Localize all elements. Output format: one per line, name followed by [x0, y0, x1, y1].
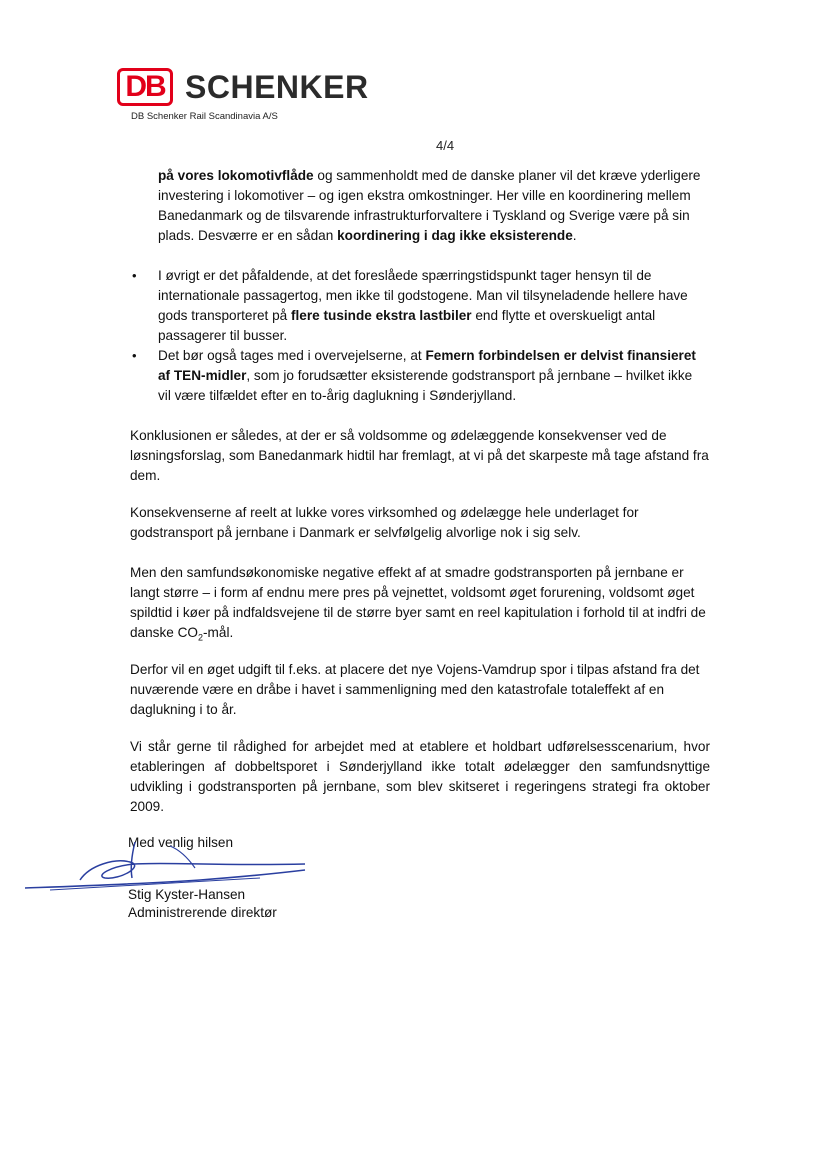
bullet-item [132, 346, 703, 406]
bold-text: flere tusinde ekstra lastbiler [291, 308, 472, 323]
conclusion-paragraph: Konklusionen er således, at der er så voldsomme og ødelæggende konsekvenser ved de løsningsforslag, som Banedanmark hidtil har fremlagt, at vi på det skarpeste må tage afstand fra dem. [130, 428, 709, 483]
signatory-name: Stig Kyster-Hansen [128, 887, 246, 902]
body-text: og sammenholdt med de danske planer vil det kræve yderligere investering i lokomotiver – og igen ekstra omkostninger. Her ville en koordinering mellem Banedanmark og de tilsvarende infrastrukturforvaltere i Tyskland og Sverige være på sin plads. Desværre er en sådan [158, 168, 701, 243]
bold-text: på vores lokomotivflåde [158, 168, 314, 183]
socioeconomic-paragraph [130, 563, 710, 648]
subscript-text: 2 [198, 632, 204, 643]
body-text: Det bør også tages med i overvejelserne, at [158, 348, 426, 363]
brand-name: SCHENKER [185, 68, 369, 105]
consequences-paragraph: Konsekvenserne af reelt at lukke vores virksomhed og ødelægge hele underlaget for godstransport på jernbane i Danmark er selvfølgelig alvorlige nok i sig selv. [130, 505, 639, 540]
body-text: Men den samfundsøkonomiske negative effekt af at smadre godstransporten på jernbane er langt større – i form af endnu mere pres på vejnettet, voldsomt øget forurening, voldsomt øget spildtid i køer på indfaldsvejene til de større byer samt en reel kapitulation i forhold til at indfri de danske CO [130, 565, 706, 640]
continuation-paragraph [158, 166, 710, 246]
subsidiary-name: DB Schenker Rail Scandinavia A/S [131, 111, 278, 122]
body-text: I øvrigt er det påfaldende, at det foreslåede spærringstidspunkt tager hensyn til de internationale passagertog, men ikke til godstogene. Man vil tilsyneladende hellere have gods transporteret på [158, 268, 688, 323]
company-logo [117, 67, 369, 107]
availability-paragraph: Vi står gerne til rådighed for arbejdet med at etablere et holdbart udførelsesscenarium, hvor etableringen af dobbeltsporet i Sønderjylland ikke totalt ødelægger den samfundsnyttige udvikling i godstransporten på jernbane, som blev skitseret i regeringens strategi fra oktober 2009. [130, 739, 710, 814]
cost-paragraph: Derfor vil en øget udgift til f.eks. at placere det nye Vojens-Vamdrup spor i tilpas afstand fra det nuværende være en dråbe i havet i sammenligning med den katastrofale totaleffekt af en daglukning i to år. [130, 662, 700, 717]
body-text: -mål. [203, 625, 234, 640]
bullet-icon: • [132, 268, 137, 283]
body-text: end flytte et overskueligt antal passagerer til busser. [158, 308, 656, 343]
bold-text: Femern forbindelsen er delvist finansieret af TEN-midler [158, 348, 696, 383]
closing-greeting: Med venlig hilsen [128, 835, 234, 850]
db-logo-mark: DB [117, 68, 173, 106]
signatory-title: Administrerende direktør [128, 905, 277, 920]
body-text: , som jo forudsætter eksisterende godstransport på jernbane – hvilket ikke vil være tilfældet efter en to-årig daglukning i Sønderjylland. [158, 368, 693, 403]
bullet-icon: • [132, 348, 137, 363]
bullet-item [132, 266, 703, 346]
bold-text: koordinering i dag ikke eksisterende [337, 228, 573, 243]
body-text: . [572, 228, 577, 243]
page-number: 4/4 [436, 138, 455, 153]
